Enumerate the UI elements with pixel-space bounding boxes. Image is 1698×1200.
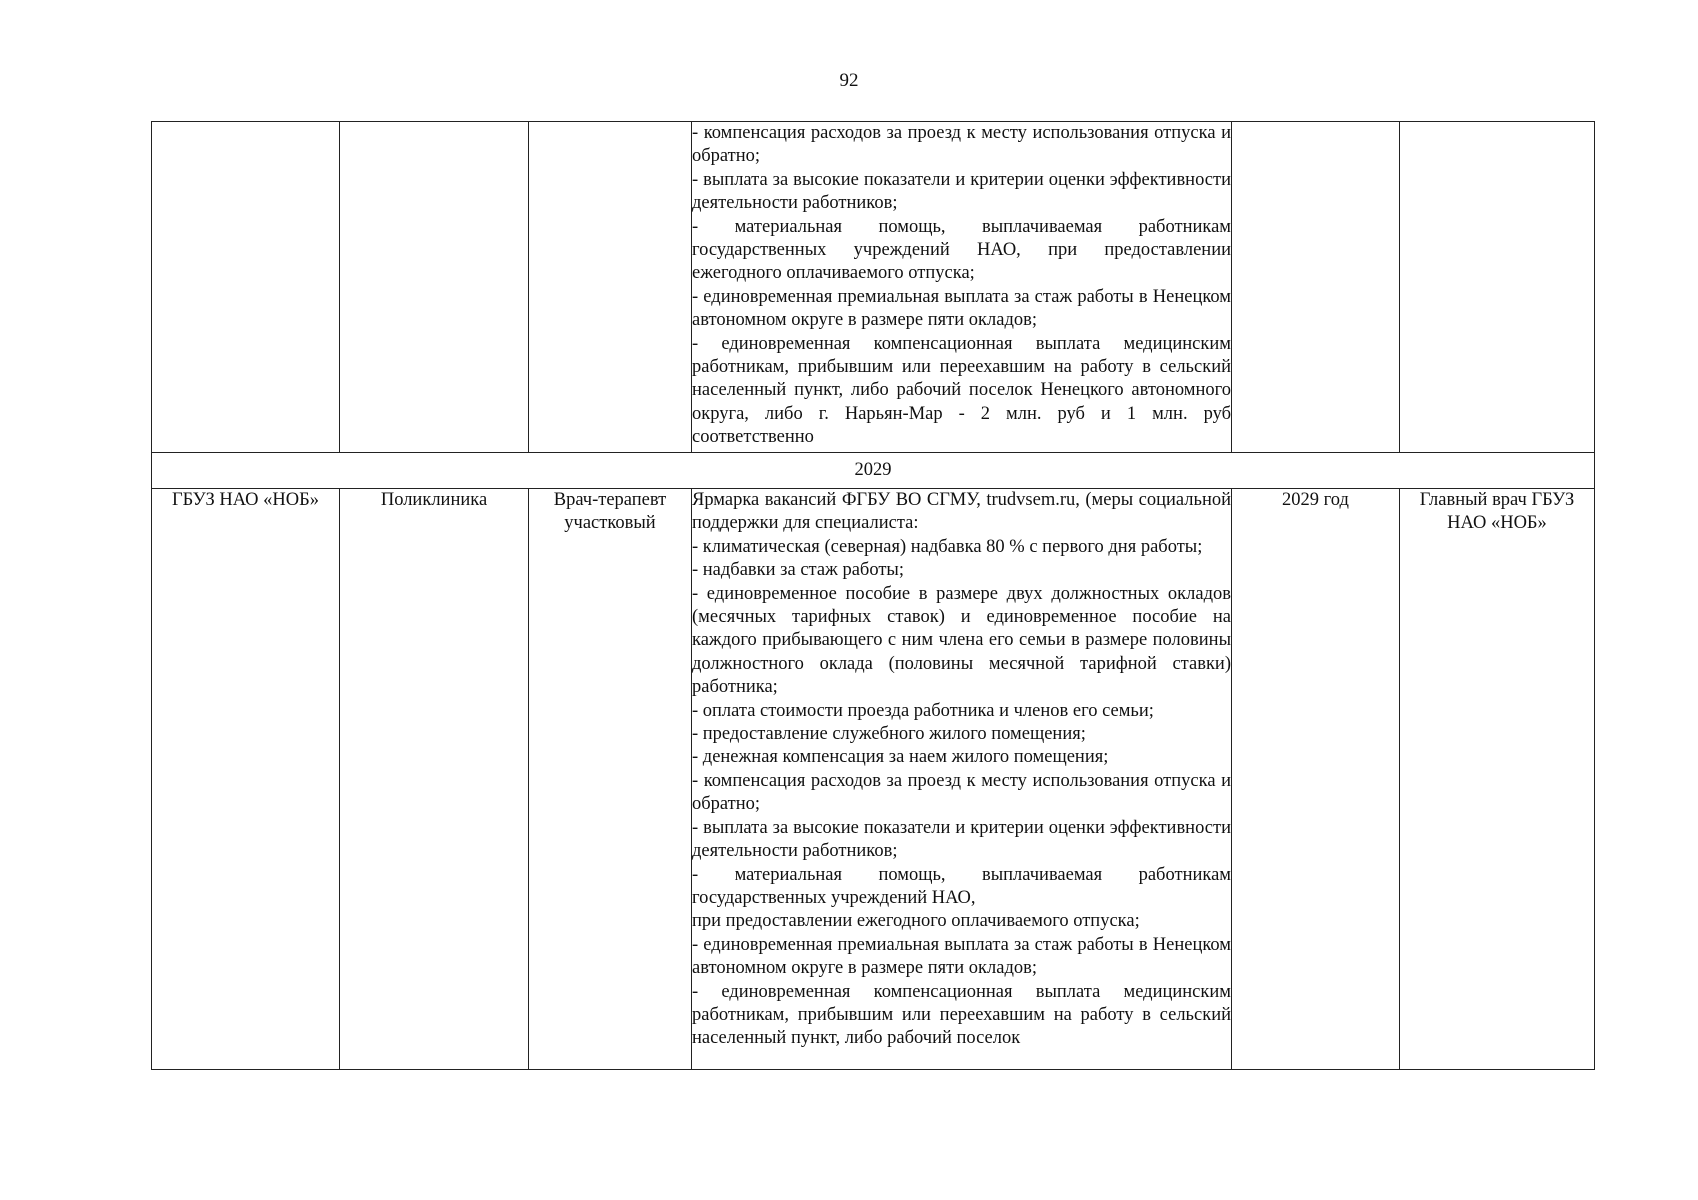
measure-item: - климатическая (северная) надбавка 80 % с первого дня работы; [692,536,1203,557]
measure-item: Ярмарка вакансий ФГБУ ВО СГМУ, trudvsem.ru, (меры социальной поддержки для специалиста: [692,490,1231,534]
measure-item: - единовременная премиальная выплата за стаж работы в Ненецком автономном округе в размере пяти окладов; [692,286,1231,331]
measure-item: - компенсация расходов за проезд к месту использования отпуска и обратно; [692,770,1231,815]
measures-cell [692,489,1232,1070]
year-row [152,453,1595,489]
department-cell: Поликлиника [340,489,529,1070]
measure-item: - единовременная компенсационная выплата медицинским работникам, прибывшим или переехавшим на работу в сельский населенный пункт, либо рабочий поселок Ненецкого автономного округа, либо г. Нарьян-Мар - 2 млн. руб и 1 млн. руб соответственно [692,333,1231,448]
page-number: 92 [839,70,859,91]
empty-cell [340,122,529,453]
year-heading: 2029 [152,453,1595,489]
measure-item: - материальная помощь, выплачиваемая работникам государственных учреждений НАО, [692,864,1231,908]
table-row [152,489,1595,1070]
empty-cell [1232,122,1400,453]
measure-item: - единовременная компенсационная выплата медицинским работникам, прибывшим или переехавшим на работу в сельский населенный пункт, либо рабочий поселок [692,981,1231,1049]
measure-item: - оплата стоимости проезда работника и членов его семьи; [692,700,1154,721]
empty-cell [529,122,692,453]
measure-item: - выплата за высокие показатели и критерии оценки эффективности деятельности работников; [692,817,1231,862]
measure-item: - компенсация расходов за проезд к месту использования отпуска и обратно; [692,123,1231,167]
responsible-cell: Главный врач ГБУЗ НАО «НОБ» [1400,489,1595,1070]
empty-cell [152,122,340,453]
measure-item: - единовременная премиальная выплата за стаж работы в Ненецком автономном округе в размере пяти окладов; [692,934,1231,979]
empty-cell [1400,122,1595,453]
measures-cell-continued [692,122,1232,453]
document-table [151,121,1595,1070]
measure-item: - выплата за высокие показатели и критерии оценки эффективности деятельности работников; [692,169,1231,214]
table-row [152,122,1595,453]
measure-item: при предоставлении ежегодного оплачиваемого отпуска; [692,911,1140,932]
measure-item: - надбавки за стаж работы; [692,560,905,581]
position-cell: Врач-терапевт участковый [529,489,692,1070]
term-cell: 2029 год [1232,489,1400,1070]
measure-item: - единовременное пособие в размере двух должностных окладов (месячных тарифных ставок) и единовременное пособие на каждого прибывающего с ним члена его семьи в размере половины должностного оклада (половины месячной тарифной ставки) работника; [692,583,1231,698]
measure-item: - денежная компенсация за наем жилого помещения; [692,747,1109,768]
measure-item: - предоставление служебного жилого помещения; [692,724,1086,745]
institution-cell: ГБУЗ НАО «НОБ» [152,489,340,1070]
measure-item: - материальная помощь, выплачиваемая работникам государственных учреждений НАО, при предоставлении ежегодного оплачиваемого отпуска; [692,216,1231,284]
